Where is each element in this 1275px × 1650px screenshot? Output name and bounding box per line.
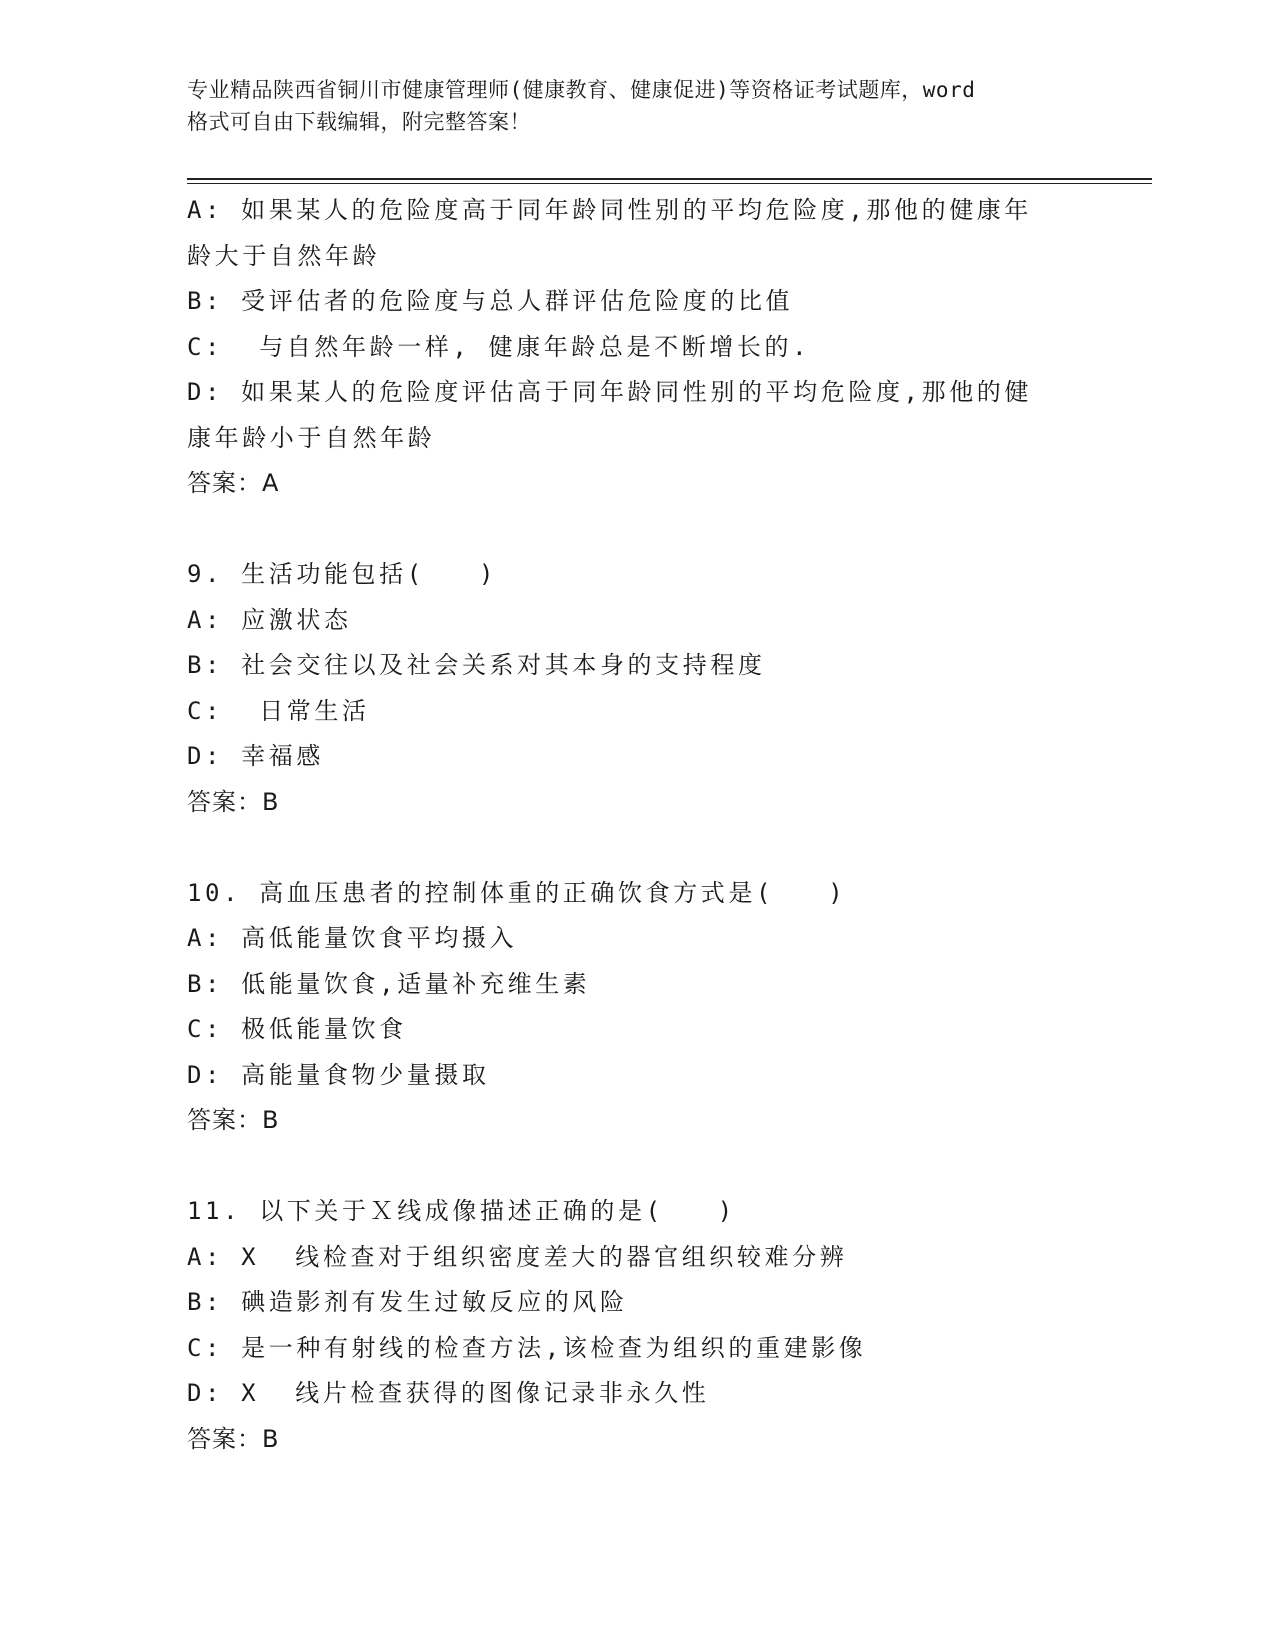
option-a-line-2: 龄大于自然年龄: [187, 241, 381, 270]
option-b: B: 低能量饮食,适量补充维生素: [187, 969, 591, 998]
header-divider-thin: [187, 183, 1152, 184]
question-text: 9. 生活功能包括( ): [187, 560, 497, 588]
answer: 答案：A: [187, 469, 280, 497]
answer: 答案：B: [187, 787, 280, 816]
header-divider-thick: [187, 178, 1152, 180]
question-9: [187, 552, 1087, 825]
question-10: [187, 871, 1087, 1144]
header-line-2: 格式可自由下载编辑，附完整答案！: [187, 110, 531, 134]
option-b: B: 受评估者的危险度与总人群评估危险度的比值: [187, 287, 794, 315]
document-header: [187, 74, 1087, 138]
option-a: A: X 线检查对于组织密度差大的器官组织较难分辨: [187, 1242, 848, 1271]
question-list: [187, 188, 1087, 1462]
option-a: A: 应激状态: [187, 605, 352, 634]
option-c: C: 是一种有射线的检查方法,该检查为组织的重建影像: [187, 1333, 867, 1362]
option-b: B: 社会交往以及社会关系对其本身的支持程度: [187, 651, 766, 679]
option-c: C: 与自然年龄一样, 健康年龄总是不断增长的.: [187, 332, 811, 361]
option-d-line-1: D: 如果某人的危险度评估高于同年龄同性别的平均危险度,那他的健: [187, 378, 1032, 406]
question-11: [187, 1189, 1087, 1462]
option-b: B: 碘造影剂有发生过敏反应的风险: [187, 1288, 628, 1316]
spacer: [187, 1144, 1087, 1190]
answer: 答案：B: [187, 1106, 280, 1134]
option-c: C: 极低能量饮食: [187, 1015, 407, 1043]
option-d: D: 高能量食物少量摄取: [187, 1060, 490, 1089]
option-a: A: 高低能量饮食平均摄入: [187, 924, 518, 952]
spacer: [187, 507, 1087, 553]
option-d-line-2: 康年龄小于自然年龄: [187, 423, 436, 452]
option-a-line-1: A: 如果某人的危险度高于同年龄同性别的平均危险度,那他的健康年: [187, 196, 1032, 224]
option-d: D: 幸福感: [187, 742, 324, 770]
option-c: C: 日常生活: [187, 696, 370, 725]
header-line-1: 专业精品陕西省铜川市健康管理师(健康教育、健康促进)等资格证考试题库，word: [187, 78, 976, 102]
question-text: 11. 以下关于Ｘ线成像描述正确的是( ): [187, 1197, 736, 1225]
option-d: D: X 线片检查获得的图像记录非永久性: [187, 1379, 710, 1407]
answer: 答案：B: [187, 1424, 280, 1453]
spacer: [187, 825, 1087, 871]
question-8: [187, 188, 1087, 507]
question-text: 10. 高血压患者的控制体重的正确饮食方式是( ): [187, 878, 847, 907]
